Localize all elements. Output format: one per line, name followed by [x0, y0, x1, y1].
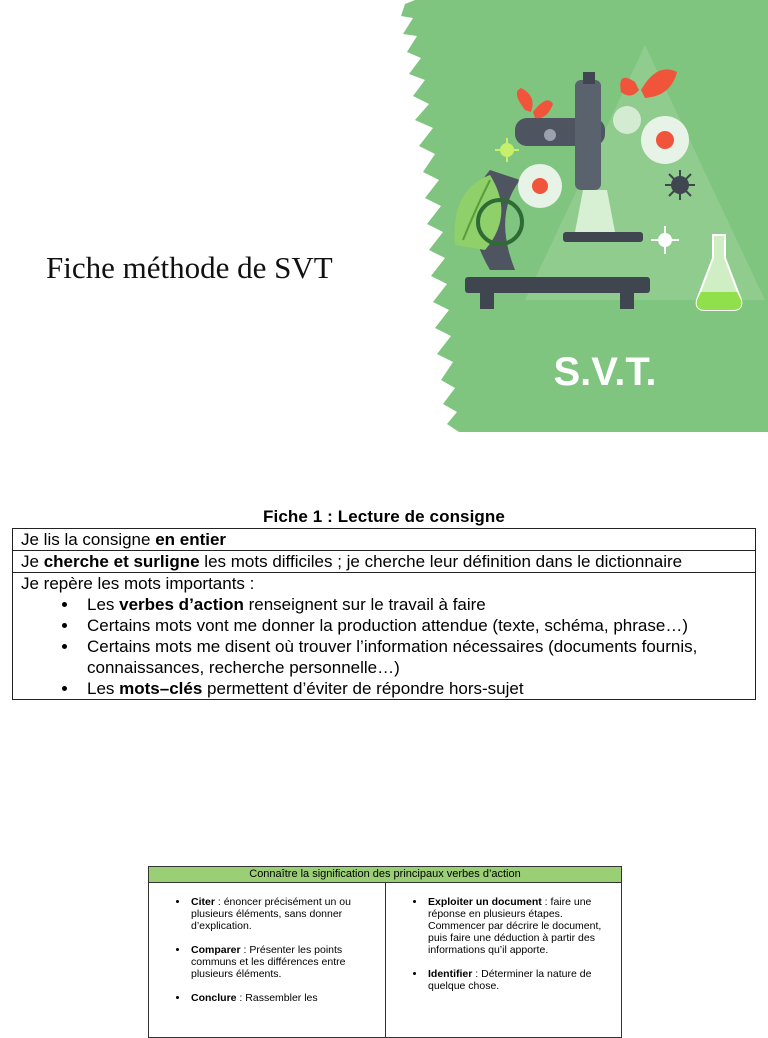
row1-bold: en entier: [155, 530, 227, 549]
list-item: • Les mots–clés permettent d’éviter de répondre hors-sujet: [79, 678, 747, 699]
verbs-columns: [149, 883, 621, 1038]
row3-intro: Je repère les mots importants :: [21, 574, 255, 593]
cover-title: Fiche méthode de SVT: [46, 250, 333, 285]
list-item: • Comparer : Présenter les points communs et les différences entre plusieurs éléments.: [189, 944, 375, 980]
list-item: • Exploiter un document : faire une réponse en plusieurs étapes. Commencer par décrire le document, puis faire une déduction à partir des informations qu’il apporte.: [426, 896, 611, 956]
row1-text: Je lis la consigne: [21, 530, 156, 549]
fiche-title: Fiche 1 : Lecture de consigne: [263, 507, 505, 526]
table-cell: [13, 551, 756, 573]
verbs-header: Connaître la signification des principaux verbes d’action: [149, 867, 621, 883]
list-item: • Citer : énoncer précisément un ou plusieurs éléments, sans donner d’explication.: [189, 896, 375, 932]
list-item: • Certains mots me disent où trouver l’information nécessaires (documents fournis, connaissances, recherche personnelle…): [79, 636, 747, 678]
list-item: • Les verbes d’action renseignent sur le travail à faire: [79, 594, 747, 615]
list-item: • Identifier : Déterminer la nature de quelque chose.: [426, 968, 611, 992]
svt-illustration: [395, 0, 768, 432]
verbs-left-column: [149, 883, 385, 1038]
cover-illustration: [395, 0, 768, 432]
list-item: • Certains mots vont me donner la production attendue (texte, schéma, phrase…): [79, 615, 747, 636]
row2-text: Je: [21, 552, 44, 571]
row2-text-end: les mots difficiles ; je cherche leur définition dans le dictionnaire: [199, 552, 683, 571]
table-cell: [13, 529, 756, 551]
table-row: [13, 551, 756, 573]
list-item: • Conclure : Rassembler les: [189, 992, 375, 1004]
verbs-table: [148, 866, 622, 1038]
bullet-list: [21, 594, 747, 699]
row2-bold: cherche et surligne: [43, 552, 200, 571]
fiche-table: [12, 528, 756, 700]
table-row: [13, 529, 756, 551]
verbs-right-column: [385, 883, 621, 1038]
table-cell: [13, 573, 756, 700]
table-row: [13, 573, 756, 700]
svt-badge: S.V.T.: [553, 350, 657, 394]
